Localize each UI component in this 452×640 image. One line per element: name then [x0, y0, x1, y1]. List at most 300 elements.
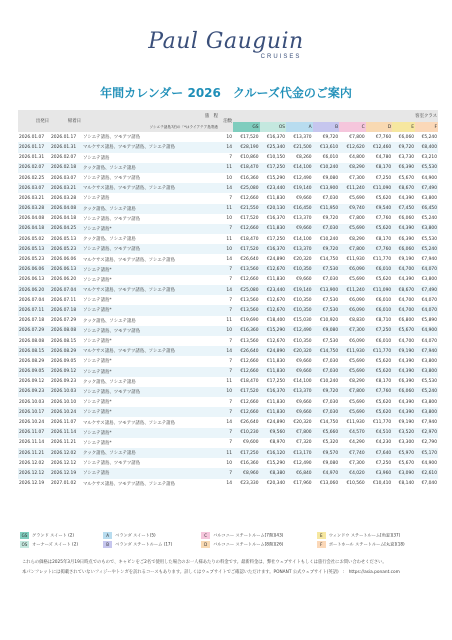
return-date: 2026.02.07 [51, 155, 77, 161]
price-gs: €19,690 [240, 318, 259, 324]
price-c: €11,240 [339, 183, 366, 193]
nights: 7 [229, 440, 232, 446]
itinerary: マルケサス諸島、ツモアツ諸島、ソシエテ諸島 [83, 257, 175, 263]
price-e: €6,390 [392, 163, 415, 173]
price-os: €11,830 [266, 195, 286, 201]
itinerary: ソシエテ諸島、ツモアツ諸島 [82, 387, 219, 397]
table-row [18, 417, 438, 427]
price-c: €8,290 [339, 163, 366, 173]
price-os: €9,560 [260, 428, 287, 438]
table-row [18, 275, 438, 285]
price-a: €14,100 [286, 163, 313, 173]
price-e: €4,700 [398, 297, 415, 303]
price-os: €16,120 [260, 448, 287, 458]
price-a: €8,260 [296, 155, 312, 161]
price-e: €9,720 [392, 142, 415, 152]
price-c: €4,800 [349, 155, 365, 161]
legend-swatch: F [317, 541, 326, 548]
price-d: €5,620 [366, 367, 393, 377]
price-gs: €26,640 [233, 346, 260, 356]
price-gs: €17,520 [233, 387, 260, 397]
depart-date: 2026.06.06 [18, 265, 50, 275]
depart-date: 2026.05.23 [19, 257, 45, 263]
price-c: €5,690 [349, 358, 365, 364]
price-e: €6,060 [398, 134, 415, 140]
price-c: €7,800 [349, 134, 365, 140]
price-a: €20,320 [286, 346, 313, 356]
nights: 11 [226, 318, 232, 324]
price-f: €3,800 [421, 399, 437, 405]
price-f: €5,240 [421, 134, 437, 140]
table-row [18, 204, 438, 214]
price-os: €15,290 [260, 326, 287, 336]
price-f: €2,610 [415, 468, 438, 478]
nights: 10 [219, 244, 233, 254]
price-c: €7,300 [339, 326, 366, 336]
header-itinerary [82, 110, 219, 122]
price-b: €7,030 [313, 407, 340, 417]
return-date: 2026.05.13 [51, 236, 77, 242]
price-gs: €16,360 [240, 460, 259, 466]
price-gs: €12,660 [240, 195, 259, 201]
price-a: €9,660 [296, 399, 312, 405]
price-gs: €17,520 [233, 244, 260, 254]
price-b: €14,750 [319, 257, 339, 263]
price-os: €16,370 [266, 216, 286, 222]
price-gs: €13,560 [240, 297, 259, 303]
nights: 10 [226, 175, 232, 181]
price-b: €7,530 [322, 338, 339, 344]
price-e: €3,520 [392, 428, 415, 438]
table-row [18, 367, 438, 377]
price-e: €6,390 [398, 379, 415, 385]
price-b: €4,970 [313, 468, 340, 478]
return-date: 2027.01.02 [51, 481, 77, 487]
itinerary: ソシエテ諸島、ツモアツ諸島 [83, 135, 141, 141]
price-gs: €12,660 [240, 277, 259, 283]
price-b: €7,030 [313, 224, 340, 234]
legend-label: バルコニー ステートルーム[7階](43) [213, 532, 284, 538]
price-e: €7,450 [392, 204, 415, 214]
price-f: €7,940 [421, 420, 437, 426]
price-c: €6,090 [339, 265, 366, 275]
price-a: €10,350 [293, 338, 312, 344]
return-date: 2026.10.24 [50, 407, 82, 417]
price-b: €9,080 [322, 460, 339, 466]
price-gs: €16,360 [233, 326, 260, 336]
header-itinerary-note: ソシエテ諸島7泊の「*はライアテア島寄港 [82, 122, 219, 132]
price-os: €20,130 [260, 204, 287, 214]
depart-date: 2026.09.05 [18, 367, 50, 377]
price-d: €8,170 [375, 236, 392, 242]
itinerary: ソシエテ諸島* [83, 298, 112, 304]
header-itinerary-label: 旅 程 [204, 114, 218, 119]
itinerary: ソシエテ諸島* [83, 359, 112, 365]
depart-date: 2026.04.08 [19, 216, 45, 222]
price-d: €11,770 [373, 257, 392, 263]
itinerary: クック諸島、ソシエテ諸島 [82, 204, 219, 214]
price-e: €6,060 [392, 387, 415, 397]
nights: 7 [229, 155, 232, 161]
nights: 7 [229, 277, 232, 283]
itinerary: ソシエテ諸島、ツモアツ諸島 [83, 461, 141, 467]
nights: 14 [219, 183, 233, 193]
price-f: €7,040 [421, 481, 437, 487]
price-b: €10,240 [319, 236, 339, 242]
price-b: €13,060 [319, 481, 339, 487]
price-a: €17,960 [293, 481, 312, 487]
brand-name: Paul Gauguin [148, 29, 304, 54]
nights: 10 [219, 326, 233, 336]
legend-swatch: D [201, 541, 210, 548]
price-c: €5,690 [349, 195, 365, 201]
price-b: €14,750 [319, 420, 339, 426]
depart-date: 2026.08.15 [18, 346, 50, 356]
price-d: €7,250 [375, 460, 392, 466]
price-c: €12,620 [339, 142, 366, 152]
return-date: 2026.11.21 [51, 440, 77, 446]
return-date: 2026.08.29 [50, 346, 82, 356]
price-os: €17,250 [266, 379, 286, 385]
price-e: €3,090 [392, 468, 415, 478]
legend-label: ウィンドウ ステートルーム[角窓](37) [328, 532, 401, 538]
price-gs: €17,520 [240, 134, 259, 140]
price-c: €5,690 [349, 399, 365, 405]
price-c: €11,930 [346, 420, 365, 426]
nights: 7 [219, 367, 233, 377]
nights: 11 [219, 448, 233, 458]
price-b: €7,530 [313, 305, 340, 315]
price-gs: €25,080 [233, 285, 260, 295]
table-row [18, 254, 438, 264]
price-d: €6,010 [375, 297, 392, 303]
itinerary: マルケサス諸島、ツモアツ諸島、ソシエテ諸島 [82, 142, 219, 152]
footnotes [22, 560, 432, 579]
depart-date: 2026.07.18 [19, 318, 45, 324]
price-os: €12,670 [260, 305, 287, 315]
price-c: €5,690 [339, 224, 366, 234]
itinerary: ソシエテ諸島* [82, 224, 219, 234]
price-f: €3,800 [415, 407, 438, 417]
price-f: €6,450 [415, 204, 438, 214]
depart-date: 2026.06.13 [19, 277, 45, 283]
header-depart: 出発日 [18, 110, 50, 132]
return-date: 2026.01.31 [50, 142, 82, 152]
price-f: €2,970 [415, 428, 438, 438]
table-row [18, 244, 438, 254]
price-a: €9,660 [296, 358, 312, 364]
price-os: €16,370 [260, 244, 287, 254]
return-date: 2026.09.12 [50, 367, 82, 377]
note-prices: これらの価格は2025年3月19日時点でのもので、キャビンをご2名で使用した場合のお一人様あたりの料金です。最新料金は、弊社ウェブサイトもしくは旅行会社にお問い合わせください。 [22, 560, 387, 565]
price-a: €21,500 [286, 142, 313, 152]
nights: 7 [219, 265, 233, 275]
depart-date: 2026.01.31 [19, 155, 45, 161]
price-d: €11,770 [366, 346, 393, 356]
nights: 10 [219, 387, 233, 397]
price-d: €4,230 [375, 440, 392, 446]
page-title: 年間カレンダー 2026 クルーズ代金のご案内 [100, 86, 352, 100]
return-date: 2026.06.06 [51, 257, 77, 263]
price-os: €23,440 [260, 183, 287, 193]
price-f: €5,890 [421, 318, 437, 324]
nights: 10 [226, 216, 232, 222]
price-gs: €18,470 [233, 163, 260, 173]
price-os: €8,970 [269, 440, 286, 446]
legend-item [18, 540, 101, 549]
itinerary: ソシエテ諸島* [82, 305, 219, 315]
price-e: €4,700 [398, 338, 415, 344]
return-date: 2026.07.18 [50, 305, 82, 315]
price-d: €6,010 [366, 265, 393, 275]
price-a: €13,370 [286, 244, 313, 254]
legend-item [18, 531, 101, 540]
header-class-gs: GS [233, 122, 260, 132]
return-date: 2026.11.07 [51, 420, 77, 426]
depart-date: 2026.12.12 [18, 468, 50, 478]
price-f: €4,070 [415, 265, 438, 275]
price-c: €5,690 [349, 277, 365, 283]
price-os: €15,290 [266, 175, 286, 181]
return-date: 2026.12.02 [50, 448, 82, 458]
price-os: €18,400 [266, 318, 286, 324]
price-gs: €26,640 [240, 420, 259, 426]
itinerary: クック諸島、ソシエテ諸島 [83, 318, 136, 324]
price-os: €10,150 [266, 155, 286, 161]
brand-tagline: CRUISES [260, 54, 302, 60]
price-f: €7,490 [415, 183, 438, 193]
return-date: 2026.08.15 [51, 338, 77, 344]
price-e: €9,190 [392, 346, 415, 356]
header-class-b: B [313, 122, 340, 132]
itinerary: クック諸島、ソシエテ諸島 [82, 163, 219, 173]
depart-date: 2026.06.20 [18, 285, 50, 295]
return-date: 2026.04.18 [51, 216, 77, 222]
price-os: €11,830 [260, 224, 287, 234]
price-e: €6,390 [398, 236, 415, 242]
price-e: €5,670 [398, 460, 415, 466]
header-class-a: A [286, 122, 313, 132]
header-return: 帰着日 [50, 110, 82, 132]
table-row [18, 183, 438, 193]
price-a: €20,320 [293, 257, 312, 263]
price-a: €14,100 [293, 236, 312, 242]
price-c: €11,930 [339, 346, 366, 356]
price-c: €7,300 [349, 460, 365, 466]
legend-label: ベランダ ステートルーム (17) [115, 541, 173, 547]
price-c: €7,800 [349, 216, 365, 222]
price-gs: €21,550 [233, 204, 260, 214]
price-gs: €13,560 [240, 338, 259, 344]
return-date: 2026.07.29 [51, 318, 77, 324]
table-row [18, 468, 438, 478]
nights: 10 [226, 460, 232, 466]
return-date: 2026.03.28 [51, 195, 77, 201]
itinerary: ソシエテ諸島* [82, 265, 219, 275]
cabin-legend [18, 531, 438, 549]
price-gs: €13,560 [233, 305, 260, 315]
return-date: 2026.02.18 [50, 163, 82, 173]
depart-date: 2026.12.02 [19, 460, 45, 466]
price-gs: €10,230 [233, 428, 260, 438]
table-row [18, 295, 438, 305]
price-os: €17,250 [266, 236, 286, 242]
legend-swatch: GS [21, 533, 28, 538]
price-e: €6,800 [398, 318, 415, 324]
price-os: €11,830 [260, 367, 287, 377]
return-date: 2026.06.13 [50, 265, 82, 275]
price-c: €5,690 [339, 367, 366, 377]
table-row [18, 193, 438, 203]
itinerary: マルケサス諸島、ツモアツ諸島、ソシエテ諸島 [83, 420, 175, 426]
price-c: €6,090 [339, 305, 366, 315]
legend-swatch: C [201, 532, 210, 539]
price-b: €9,720 [313, 244, 340, 254]
price-e: €4,700 [392, 305, 415, 315]
price-gs: €17,520 [240, 216, 259, 222]
header-class-c: C [339, 122, 366, 132]
return-date: 2026.08.08 [50, 326, 82, 336]
price-gs: €17,250 [233, 448, 260, 458]
price-a: €13,370 [293, 134, 312, 140]
price-d: €7,760 [375, 216, 392, 222]
table-row [18, 305, 438, 315]
nights: 7 [219, 407, 233, 417]
nights: 7 [229, 399, 232, 405]
return-date: 2026.09.23 [51, 379, 77, 385]
price-a: €19,140 [286, 285, 313, 295]
itinerary: クック諸島、ソシエテ諸島 [82, 448, 219, 458]
itinerary: ソシエテ諸島、ツモアツ諸島 [83, 176, 141, 182]
price-b: €9,570 [313, 448, 340, 458]
table-row [18, 163, 438, 173]
price-c: €11,930 [346, 257, 365, 263]
price-d: €12,460 [366, 142, 393, 152]
depart-date: 2026.08.29 [19, 358, 45, 364]
price-d: €7,250 [366, 326, 393, 336]
price-a: €20,320 [293, 420, 312, 426]
price-gs: €10,860 [240, 155, 259, 161]
itinerary: ソシエテ諸島 [82, 468, 219, 478]
price-gs: €12,660 [233, 407, 260, 417]
legend-swatch: B [103, 541, 112, 548]
nights: 11 [226, 379, 232, 385]
table-row [18, 428, 438, 438]
price-a: €12,490 [286, 326, 313, 336]
price-gs: €12,660 [240, 399, 259, 405]
price-c: €7,740 [339, 448, 366, 458]
price-a: €14,100 [293, 379, 312, 385]
header-class-e: E [392, 122, 415, 132]
legend-label: グランド スイート (2) [32, 532, 75, 538]
depart-date: 2026.05.13 [18, 244, 50, 254]
price-a: €16,450 [286, 204, 313, 214]
price-d: €7,760 [366, 244, 393, 254]
price-f: €4,070 [415, 305, 438, 315]
legend-label: ベランダ スイート(5) [115, 532, 156, 538]
price-f: €8,400 [415, 142, 438, 152]
depart-date: 2026.01.17 [18, 142, 50, 152]
header-nights: 泊数 [219, 110, 233, 132]
return-date: 2026.10.10 [51, 399, 77, 405]
depart-date: 2026.02.07 [18, 163, 50, 173]
price-os: €12,670 [260, 265, 287, 275]
nights: 7 [229, 297, 232, 303]
nights: 14 [226, 257, 232, 263]
price-gs: €26,640 [240, 257, 259, 263]
price-e: €3,730 [398, 155, 415, 161]
price-os: €24,890 [266, 420, 286, 426]
price-d: €5,620 [375, 358, 392, 364]
depart-date: 2026.03.28 [18, 204, 50, 214]
depart-date: 2026.03.07 [18, 183, 50, 193]
itinerary: マルケサス諸島、ツモアツ諸島、ソシエテ諸島 [82, 183, 219, 193]
legend-item [199, 531, 315, 540]
price-a: €9,660 [296, 195, 312, 201]
price-os: €11,830 [266, 358, 286, 364]
price-b: €9,080 [313, 326, 340, 336]
table-row [18, 438, 438, 448]
return-date: 2026.12.19 [50, 468, 82, 478]
price-e: €5,970 [392, 448, 415, 458]
price-c: €4,570 [339, 428, 366, 438]
return-date: 2026.07.04 [50, 285, 82, 295]
price-gs: €12,660 [240, 358, 259, 364]
price-d: €7,760 [375, 134, 392, 140]
price-f: €2,790 [421, 440, 437, 446]
price-a: €10,350 [286, 305, 313, 315]
price-b: €7,030 [322, 399, 339, 405]
price-e: €6,060 [398, 216, 415, 222]
table-row [18, 397, 438, 407]
price-f: €4,070 [421, 338, 437, 344]
depart-date: 2026.08.08 [19, 338, 45, 344]
price-e: €4,390 [398, 195, 415, 201]
price-os: €24,890 [260, 346, 287, 356]
nights: 14 [219, 285, 233, 295]
price-b: €6,010 [322, 155, 339, 161]
price-f: €5,530 [421, 236, 437, 242]
header-class-os: OS [260, 122, 287, 132]
legend-item [101, 540, 199, 549]
table-row [18, 224, 438, 234]
price-a: €9,660 [296, 277, 312, 283]
return-date: 2026.04.08 [50, 204, 82, 214]
table-row [18, 448, 438, 458]
price-c: €7,800 [339, 244, 366, 254]
legend-swatch: A [103, 532, 112, 539]
price-gs: €13,560 [233, 265, 260, 275]
price-c: €8,290 [349, 236, 365, 242]
table-row [18, 265, 438, 275]
table-row [18, 214, 438, 224]
price-f: €7,940 [421, 257, 437, 263]
legend-item [101, 531, 199, 540]
nights: 11 [226, 236, 232, 242]
price-b: €7,030 [322, 277, 339, 283]
price-f: €3,800 [421, 195, 437, 201]
depart-date: 2026.07.11 [18, 305, 50, 315]
return-date: 2026.10.03 [50, 387, 82, 397]
price-e: €9,190 [398, 257, 415, 263]
price-f: €4,900 [415, 326, 438, 336]
price-os: €12,670 [266, 338, 286, 344]
table-row [18, 336, 438, 346]
nights: 10 [226, 134, 232, 140]
legend-label: バルコニー ステートルーム[8階](26) [213, 541, 284, 547]
price-c: €8,290 [349, 379, 365, 385]
price-b: €13,900 [313, 285, 340, 295]
